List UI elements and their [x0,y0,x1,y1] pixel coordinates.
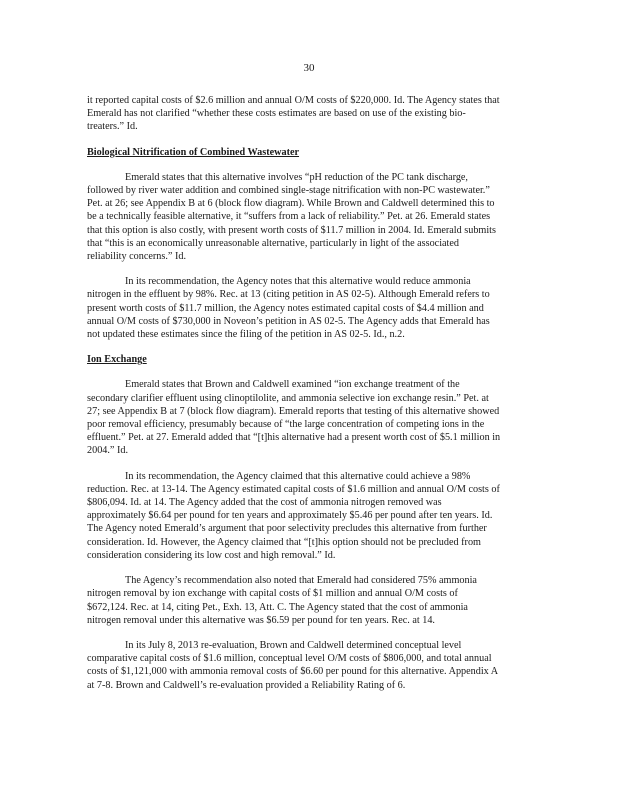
paragraph: In its July 8, 2013 re-evaluation, Brown and Caldwell determined conceptual level comparative capital costs of $1.6 million, conceptual level O/M costs of $806,000, and total annual costs of $1,121,000 with ammonia removal costs of $6.60 per pound for this alternative. Appendix A at 7-8. Brown and Caldwell’s re-evaluation provided a Reliability Rating of 6. [87,639,498,691]
paragraph: In its recommendation, the Agency notes that this alternative would reduce ammonia nitrogen in the effluent by 98%. Rec. at 13 (citing petition in AS 02-5). Although Emerald refers to present worth costs of $11.7 million, the Agency notes estimated capital costs of $4.4 million and annual O/M costs of $730,000 in Noveon’s petition in AS 02-5. The Agency adds that Emerald has not updated these estimates since the filing of the petition in AS 02-5. Id., n.2. [87,276,490,341]
paragraph: it reported capital costs of $2.6 million and annual O/M costs of $220,000. Id. The Agency states that Emerald has not clarified “whether these costs estimates are based on use of the existing bio-treaters.” Id. [87,95,500,133]
paragraph: The Agency’s recommendation also noted that Emerald had considered 75% ammonia nitrogen removal by ion exchange with capital costs of $1 million and annual O/M costs of $672,124. Rec. at 14, citing Pet., Exh. 13, Att. C. The Agency stated that the cost of ammonia nitrogen removal under this alternative was $6.59 per pound for ten years. Rec. at 14. [87,575,477,626]
paragraph: In its recommendation, the Agency claimed that this alternative could achieve a 98% reduction. Rec. at 13-14. The Agency estimated capital costs of $1.6 million and annual O/M costs of $806,094. Id. at 14. The Agency added that the cost of ammonia nitrogen removed was approximately $6.64 per pound for ten years and approximately $5.46 per pound after ten years. Id. The Agency noted Emerald’s argument that poor selectivity precludes this alternative from further consideration. Id. However, the Agency claimed that “[t]his option should not be precluded from consideration considering its low cost and high removal.” Id. [87,470,500,561]
paragraph: Emerald states that this alternative involves “pH reduction of the PC tank discharge, followed by river water addition and combined single-stage nitrification with non-PC wastewater.” Pet. at 26; see Appendix B at 6 (block flow diagram). While Brown and Caldwell determined this to be a technically feasible alternative, it “suffers from a lack of reliability.” Pet. at 26. Emerald states that this option is also costly, with present worth costs of $11.7 million in 2004. Id. Emerald submits that “this is an economically unreasonable alternative, particularly in light of the associated reliability concerns.” Id. [87,171,496,263]
page-body [87,94,501,704]
section-heading: Biological Nitrification of Combined Wastewater [87,146,300,158]
paragraph: Emerald states that Brown and Caldwell examined “ion exchange treatment of the secondary clarifier effluent using clinoptilolite, and ammonia selective ion exchange resin.” Pet. at 27; see Appendix B at 7 (block flow diagram). Emerald reports that testing of this alternative showed poor removal efficiency, presumably because of “the large concentration of competing ions in the effluent.” Pet. at 27. Emerald added that “[t]his alternative had a present worth cost of $5.1 million in 2004.” Id. [87,379,501,457]
section-heading: Ion Exchange [87,354,147,366]
page-number: 30 [303,62,315,74]
